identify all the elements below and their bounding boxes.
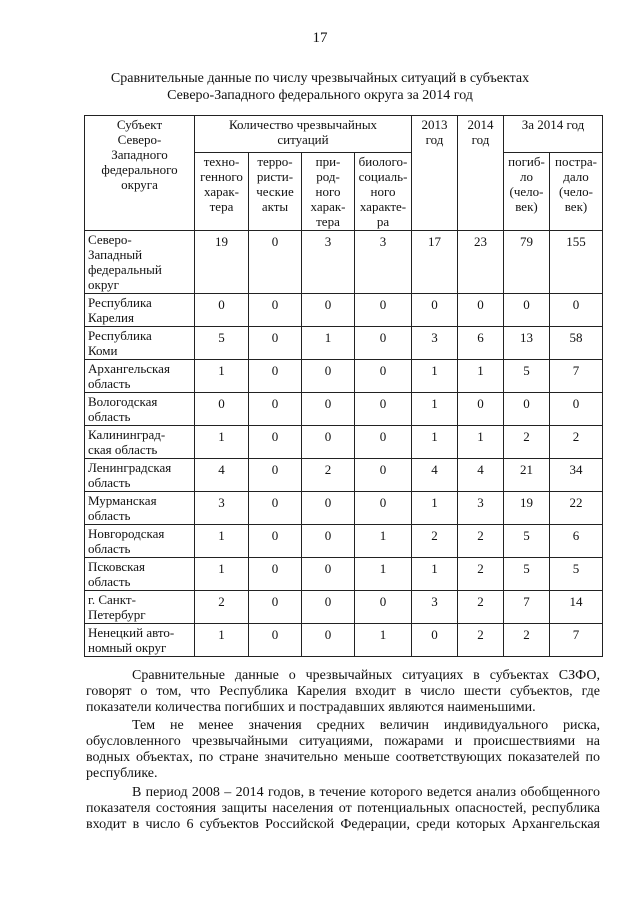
- table-cell: 3: [412, 591, 458, 624]
- table-cell: 23: [458, 231, 504, 294]
- header-2013: 2013 год: [412, 116, 458, 231]
- region-name-line: область: [88, 376, 131, 391]
- table-cell: 4: [195, 459, 249, 492]
- table-cell: 0: [412, 294, 458, 327]
- table-cell: 155: [550, 231, 603, 294]
- header-injured: постра- дало (чело- век): [550, 153, 603, 231]
- region-name-line: Архангельская: [88, 361, 170, 376]
- region-name: [85, 294, 195, 327]
- table-cell: 0: [355, 327, 412, 360]
- table-cell: 3: [412, 327, 458, 360]
- table-cell: 0: [302, 294, 355, 327]
- paragraph-3-line: В период 2008 – 2014 годов, в течение которого ведется анализ обобщенного: [132, 785, 600, 800]
- table-cell: 1: [412, 393, 458, 426]
- paragraph-3: [86, 785, 600, 833]
- table-cell: 0: [550, 294, 603, 327]
- table-cell: 2: [458, 624, 504, 657]
- header-emergency-count: Количество чрезвычайных ситуаций: [195, 116, 412, 153]
- table-row: [85, 294, 603, 327]
- table-cell: 2: [504, 624, 550, 657]
- table-cell: 7: [550, 624, 603, 657]
- table-cell: 1: [355, 558, 412, 591]
- table-row: [85, 327, 603, 360]
- table-cell: 4: [458, 459, 504, 492]
- region-name-line: номный округ: [88, 640, 167, 655]
- paragraph-3-line: входит в число 6 субъектов Российской Федерации, среди которых Архангельская: [86, 817, 600, 832]
- paragraph-1-line: Сравнительные данные о чрезвычайных ситуациях в субъектах СЗФО,: [132, 668, 600, 683]
- region-name: [85, 231, 195, 294]
- region-name-line: Северо-: [88, 232, 132, 247]
- table-cell: 1: [412, 426, 458, 459]
- paragraph-3-line: показателя состояния защиты населения от потенциальных опасностей, республика: [86, 801, 600, 816]
- page-title: [60, 70, 580, 104]
- table-row: [85, 624, 603, 657]
- table-cell: 58: [550, 327, 603, 360]
- table-cell: 0: [302, 426, 355, 459]
- table-cell: 3: [195, 492, 249, 525]
- region-name-line: область: [88, 475, 131, 490]
- region-name: [85, 591, 195, 624]
- table-cell: 0: [504, 294, 550, 327]
- table-cell: 2: [458, 558, 504, 591]
- paragraph-2: [86, 718, 600, 782]
- table-cell: 0: [550, 393, 603, 426]
- table-cell: 1: [355, 525, 412, 558]
- table-cell: 0: [355, 591, 412, 624]
- table-cell: 2: [550, 426, 603, 459]
- table-cell: 0: [249, 327, 302, 360]
- table-cell: 6: [550, 525, 603, 558]
- table-cell: 0: [249, 624, 302, 657]
- table-cell: 2: [504, 426, 550, 459]
- table-cell: 7: [504, 591, 550, 624]
- table-cell: 6: [458, 327, 504, 360]
- table-cell: 1: [458, 360, 504, 393]
- table-cell: 0: [249, 426, 302, 459]
- table-cell: 5: [504, 558, 550, 591]
- table-cell: 0: [249, 393, 302, 426]
- table-row: [85, 459, 603, 492]
- header-biosocial: биолого- социаль- ного характе- ра: [355, 153, 412, 231]
- region-name: [85, 459, 195, 492]
- table-row: [85, 525, 603, 558]
- title-line-1: Сравнительные данные по числу чрезвычайных ситуаций в субъектах: [110, 71, 530, 86]
- region-name: [85, 525, 195, 558]
- region-name: [85, 624, 195, 657]
- table-cell: 0: [302, 360, 355, 393]
- table-cell: 0: [249, 459, 302, 492]
- table-cell: 0: [195, 294, 249, 327]
- table-cell: 1: [412, 558, 458, 591]
- table-row: [85, 426, 603, 459]
- region-name-line: Карелия: [88, 310, 134, 325]
- header-dead: погиб- ло (чело- век): [504, 153, 550, 231]
- table-cell: 1: [195, 360, 249, 393]
- table-cell: 1: [412, 360, 458, 393]
- table-cell: 3: [355, 231, 412, 294]
- table-row: [85, 492, 603, 525]
- table-cell: 3: [302, 231, 355, 294]
- table-cell: 0: [355, 294, 412, 327]
- table-cell: 1: [195, 558, 249, 591]
- table-cell: 2: [412, 525, 458, 558]
- region-name-line: Ненецкий авто-: [88, 625, 175, 640]
- table-cell: 0: [355, 492, 412, 525]
- paragraph-2-line: республике.: [86, 766, 158, 781]
- header-subject: Субъект Северо- Западного федерального округа: [85, 116, 195, 231]
- table-cell: 0: [302, 393, 355, 426]
- table-cell: 1: [458, 426, 504, 459]
- header-terror: терро- ристи- ческие акты: [249, 153, 302, 231]
- region-name: [85, 327, 195, 360]
- table-cell: 5: [504, 525, 550, 558]
- table-cell: 0: [504, 393, 550, 426]
- region-name-line: Республика: [88, 328, 152, 343]
- table-cell: 0: [458, 393, 504, 426]
- paragraph-2-line: водных объектах, по стране значительно меньше соответствующих показателей по: [86, 750, 600, 765]
- table-row: [85, 393, 603, 426]
- paragraph-2-line: Тем не менее значения средних величин индивидуального риска,: [132, 718, 600, 733]
- table-cell: 1: [195, 426, 249, 459]
- table-cell: 1: [195, 525, 249, 558]
- region-name-line: Коми: [88, 343, 118, 358]
- table-cell: 0: [355, 360, 412, 393]
- table-cell: 21: [504, 459, 550, 492]
- region-name: [85, 360, 195, 393]
- table-cell: 2: [458, 525, 504, 558]
- region-name-line: область: [88, 508, 131, 523]
- table-cell: 22: [550, 492, 603, 525]
- table-cell: 0: [302, 591, 355, 624]
- region-name-line: Мурманская: [88, 493, 157, 508]
- region-name: [85, 426, 195, 459]
- table-cell: 19: [504, 492, 550, 525]
- table-cell: 79: [504, 231, 550, 294]
- table-cell: 2: [195, 591, 249, 624]
- table-cell: 5: [550, 558, 603, 591]
- table-cell: 0: [195, 393, 249, 426]
- region-name-line: область: [88, 409, 131, 424]
- paragraph-1-line: говорят о том, что Республика Карелия входит в число шести субъектов, где: [86, 684, 600, 699]
- region-name-line: Калининград-: [88, 427, 166, 442]
- table-cell: 0: [302, 558, 355, 591]
- region-name-line: Новгородская: [88, 526, 165, 541]
- table-row: [85, 558, 603, 591]
- table-cell: 0: [458, 294, 504, 327]
- region-name-line: Республика: [88, 295, 152, 310]
- header-for-2014: За 2014 год: [504, 116, 603, 153]
- table-cell: 2: [302, 459, 355, 492]
- table-cell: 0: [249, 558, 302, 591]
- header-technogenic: техно- генного харак- тера: [195, 153, 249, 231]
- title-line-2: Северо-Западного федерального округа за 2014 год: [167, 88, 473, 103]
- header-natural: при- род- ного харак- тера: [302, 153, 355, 231]
- table-cell: 0: [249, 492, 302, 525]
- region-name-line: Ленинградская: [88, 460, 172, 475]
- region-name-line: г. Санкт-: [88, 592, 136, 607]
- table-cell: 1: [412, 492, 458, 525]
- table-row: [85, 591, 603, 624]
- table-cell: 13: [504, 327, 550, 360]
- table-cell: 0: [249, 591, 302, 624]
- table-cell: 5: [195, 327, 249, 360]
- table-cell: 0: [249, 231, 302, 294]
- table-row: [85, 360, 603, 393]
- region-name-line: область: [88, 541, 131, 556]
- region-name: [85, 558, 195, 591]
- table-cell: 0: [355, 459, 412, 492]
- table-cell: 0: [355, 393, 412, 426]
- region-name: [85, 492, 195, 525]
- table-cell: 14: [550, 591, 603, 624]
- table-cell: 0: [412, 624, 458, 657]
- table-cell: 19: [195, 231, 249, 294]
- region-name-line: Петербург: [88, 607, 146, 622]
- table-cell: 0: [302, 525, 355, 558]
- page-number: 17: [312, 30, 328, 46]
- table-cell: 0: [302, 624, 355, 657]
- table-row: [85, 231, 603, 294]
- region-name-line: округ: [88, 277, 119, 292]
- region-name-line: Вологодская: [88, 394, 158, 409]
- header-2014: 2014 год: [458, 116, 504, 231]
- table-cell: 5: [504, 360, 550, 393]
- region-name-line: Псковская: [88, 559, 146, 574]
- table-cell: 0: [302, 492, 355, 525]
- region-name-line: ская область: [88, 442, 158, 457]
- region-name-line: Западный: [88, 247, 143, 262]
- table-cell: 0: [355, 426, 412, 459]
- table-cell: 1: [302, 327, 355, 360]
- paragraph-1-line: показатели количества погибших и пострадавших являются наименьшими.: [86, 700, 536, 715]
- table-cell: 0: [249, 525, 302, 558]
- table-cell: 34: [550, 459, 603, 492]
- table-cell: 0: [249, 294, 302, 327]
- table-cell: 3: [458, 492, 504, 525]
- table-cell: 4: [412, 459, 458, 492]
- paragraph-2-line: обусловленного чрезвычайными ситуациями, пожарами и происшествиями на: [86, 734, 600, 749]
- table-cell: 17: [412, 231, 458, 294]
- table-cell: 1: [355, 624, 412, 657]
- table-cell: 2: [458, 591, 504, 624]
- paragraph-1: [86, 668, 600, 716]
- table-cell: 0: [249, 360, 302, 393]
- emergency-stats-table: [84, 115, 603, 657]
- table-cell: 1: [195, 624, 249, 657]
- region-name-line: федеральный: [88, 262, 162, 277]
- region-name: [85, 393, 195, 426]
- region-name-line: область: [88, 574, 131, 589]
- table-cell: 7: [550, 360, 603, 393]
